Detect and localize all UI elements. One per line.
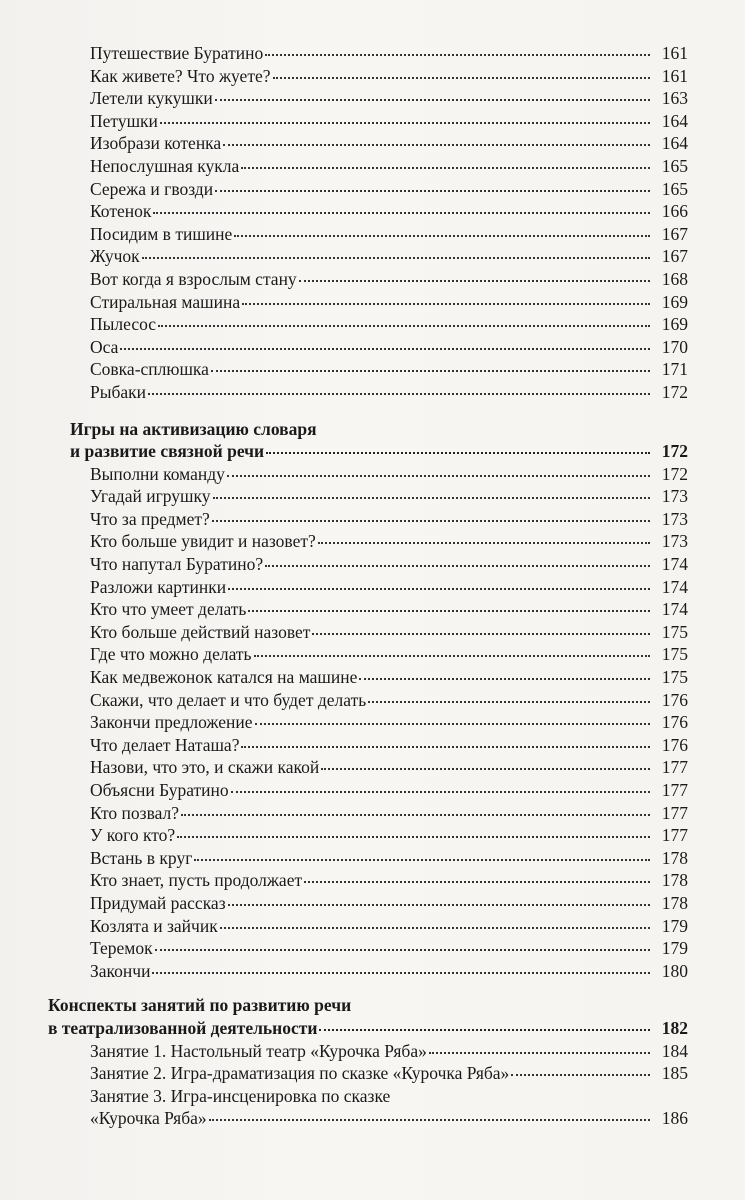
toc-entry-title: Как живете? Что жуете? — [90, 65, 271, 86]
section-heading-line: в театрализованной деятельности — [48, 1017, 318, 1038]
toc-entry-title: Объясни Буратино — [90, 780, 229, 800]
toc-entry-title: Что делает Наташа? — [90, 734, 240, 755]
toc-entry — [48, 42, 688, 65]
toc-entry-title: У кого кто? — [90, 825, 176, 846]
toc-entry-page: 174 — [661, 554, 688, 575]
toc-entry-title: «Курочка Ряба» — [90, 1108, 207, 1129]
toc-entry — [48, 915, 688, 938]
leader-dots — [359, 674, 650, 680]
leader-dots — [231, 787, 650, 793]
toc-entry-page: 178 — [661, 892, 688, 913]
leader-dots — [209, 1115, 650, 1121]
leader-dots — [299, 276, 650, 282]
leader-dots — [148, 389, 650, 395]
leader-dots — [234, 231, 650, 237]
toc-entry-title: Где что можно делать — [90, 644, 252, 665]
toc-entry — [48, 643, 688, 666]
toc-entry-page: 179 — [661, 938, 688, 959]
toc-group-2 — [48, 463, 688, 983]
leader-dots — [227, 471, 650, 477]
toc-entry-title: Разложи картинки — [90, 576, 227, 597]
leader-dots — [213, 493, 650, 499]
leader-dots — [160, 118, 650, 124]
toc-entry — [48, 734, 688, 757]
toc-entry — [48, 847, 688, 870]
toc-entry-title: Кто знает, пусть продолжает — [90, 870, 303, 891]
toc-entry-title: Придумай рассказ — [90, 892, 226, 913]
toc-entry — [48, 937, 688, 960]
toc-entry — [48, 155, 688, 178]
toc-entry — [48, 178, 688, 201]
leader-dots — [194, 855, 650, 861]
toc-entry — [48, 576, 688, 599]
toc-entry-page: 176 — [661, 712, 688, 733]
toc-entry-title: Совка-сплюшка — [90, 359, 209, 380]
leader-dots — [266, 448, 650, 454]
leader-dots — [158, 321, 650, 327]
section-heading-vocabulary — [48, 418, 688, 463]
toc-entry-page: 184 — [661, 1040, 688, 1061]
leader-dots — [319, 1025, 650, 1031]
toc-entry — [48, 508, 688, 531]
toc-entry-page: 172 — [661, 463, 688, 484]
leader-dots — [304, 877, 650, 883]
toc-entry-page: 177 — [661, 780, 688, 800]
toc-entry-page: 178 — [661, 847, 688, 868]
toc-entry — [48, 313, 688, 336]
toc-entry-page: 177 — [661, 757, 688, 778]
toc-entry — [48, 223, 688, 246]
toc-entry — [48, 1040, 688, 1063]
section-heading-line: и развитие связной речи — [70, 441, 265, 462]
leader-dots — [242, 299, 650, 305]
leader-dots — [215, 186, 650, 192]
toc-entry — [48, 802, 688, 825]
toc-entry-title: Назови, что это, и скажи какой — [90, 757, 320, 778]
toc-entry-title: Что напутал Буратино? — [90, 554, 264, 575]
leader-dots — [241, 742, 650, 748]
toc-entry — [48, 553, 688, 576]
toc-entry-title: Стиральная машина — [90, 291, 241, 312]
toc-entry-title: Пылесос — [90, 314, 157, 335]
toc-group-1 — [48, 42, 688, 404]
toc-group-3 — [48, 1040, 688, 1130]
toc-entry-page: 172 — [661, 381, 688, 402]
leader-dots — [368, 697, 650, 703]
toc-entry-page: 173 — [661, 486, 688, 507]
section-page: 182 — [661, 1017, 688, 1038]
leader-dots — [177, 832, 650, 838]
toc-entry-page: 166 — [661, 201, 688, 222]
leader-dots — [155, 945, 650, 951]
toc-entry-page: 180 — [661, 960, 688, 981]
toc-entry-page: 167 — [661, 246, 688, 267]
leader-dots — [120, 344, 650, 350]
table-of-contents — [48, 42, 688, 1130]
toc-entry-page: 170 — [661, 336, 688, 357]
toc-entry-title: Занятие 1. Настольный театр «Курочка Ряба» — [90, 1040, 427, 1061]
toc-entry-page: 173 — [661, 531, 688, 552]
toc-entry — [48, 291, 688, 314]
section-heading-line: Конспекты занятий по развитию речи — [48, 995, 352, 1016]
toc-entry-page: 185 — [661, 1063, 688, 1084]
toc-entry-title: Скажи, что делает и что будет делать — [90, 689, 367, 710]
toc-entry-page: 174 — [661, 599, 688, 620]
toc-entry-page: 175 — [661, 644, 688, 665]
toc-entry-title-line: Занятие 3. Игра-инсценировка по сказке — [90, 1085, 391, 1106]
toc-entry-page: 164 — [661, 133, 688, 154]
section-page: 172 — [661, 441, 688, 462]
toc-entry-page: 161 — [661, 65, 688, 86]
leader-dots — [429, 1048, 650, 1054]
toc-entry — [48, 666, 688, 689]
leader-dots — [318, 538, 650, 544]
leader-dots — [220, 923, 650, 929]
leader-dots — [265, 561, 650, 567]
toc-entry-page: 176 — [661, 734, 688, 755]
toc-entry — [48, 485, 688, 508]
toc-entry — [48, 132, 688, 155]
toc-entry-page: 175 — [661, 621, 688, 642]
toc-entry-title: Козлята и зайчик — [90, 915, 218, 936]
toc-entry-page: 173 — [661, 508, 688, 529]
leader-dots — [265, 50, 650, 56]
toc-entry — [48, 892, 688, 915]
toc-entry — [48, 1107, 688, 1130]
toc-entry-page: 161 — [661, 43, 688, 63]
toc-entry-title: Кто позвал? — [90, 802, 180, 823]
leader-dots — [273, 73, 650, 79]
toc-entry — [48, 824, 688, 847]
toc-entry-title: Сережа и гвозди — [90, 178, 214, 199]
toc-entry-title: Оса — [90, 336, 119, 357]
toc-entry — [48, 358, 688, 381]
leader-dots — [215, 95, 650, 101]
toc-entry — [48, 598, 688, 621]
leader-dots — [241, 163, 650, 169]
toc-entry-title: Изобрази котенка — [90, 133, 222, 154]
leader-dots — [255, 719, 650, 725]
toc-entry — [48, 245, 688, 268]
toc-entry — [48, 621, 688, 644]
leader-dots — [211, 366, 650, 372]
toc-entry-title: Угадай игрушку — [90, 486, 211, 507]
toc-entry-title: Встань в круг — [90, 847, 193, 868]
toc-entry — [48, 463, 688, 486]
toc-entry-title: Теремок — [90, 938, 153, 959]
toc-entry — [48, 711, 688, 734]
leader-dots — [228, 900, 650, 906]
toc-entry — [48, 779, 688, 802]
leader-dots — [181, 810, 650, 816]
toc-entry-page: 179 — [661, 915, 688, 936]
toc-entry — [48, 756, 688, 779]
section-heading-row — [70, 440, 688, 463]
toc-entry-title: Посидим в тишине — [90, 223, 233, 244]
toc-entry-title: Занятие 2. Игра-драматизация по сказке «Курочка Ряба» — [90, 1063, 510, 1084]
leader-dots — [321, 764, 650, 770]
toc-entry-page: 168 — [661, 268, 688, 289]
toc-entry-title: Кто что умеет делать — [90, 599, 247, 620]
toc-entry-title: Закончи предложение — [90, 712, 253, 733]
toc-entry-title: Закончи — [90, 960, 151, 981]
toc-entry-title: Летели кукушки — [90, 88, 213, 109]
toc-entry-page: 167 — [661, 223, 688, 244]
toc-entry-page: 175 — [661, 667, 688, 688]
leader-dots — [312, 629, 650, 635]
leader-dots — [152, 968, 650, 974]
toc-entry-title: Как медвежонок катался на машине — [90, 667, 358, 688]
toc-entry — [48, 200, 688, 223]
leader-dots — [511, 1070, 650, 1076]
toc-entry — [48, 336, 688, 359]
toc-entry-title: Выполни команду — [90, 463, 225, 484]
toc-entry-title: Что за предмет? — [90, 508, 210, 529]
leader-dots — [153, 208, 650, 214]
leader-dots — [223, 140, 650, 146]
toc-entry — [48, 869, 688, 892]
toc-entry-page: 164 — [661, 110, 688, 131]
toc-entry — [48, 1062, 688, 1085]
toc-entry-page: 176 — [661, 689, 688, 710]
toc-entry-title: Непослушная кукла — [90, 155, 240, 176]
toc-entry-page: 165 — [661, 178, 688, 199]
leader-dots — [254, 651, 650, 657]
toc-entry-title: Кто больше увидит и назовет? — [90, 531, 316, 552]
toc-entry — [48, 110, 688, 133]
toc-entry-page: 163 — [661, 88, 688, 109]
leader-dots — [248, 606, 650, 612]
section-heading-line: Игры на активизацию словаря — [70, 418, 317, 439]
section-heading-row — [48, 1017, 688, 1040]
toc-entry-page: 169 — [661, 314, 688, 335]
toc-entry-title: Путешествие Буратино — [90, 43, 264, 63]
toc-entry-title: Вот когда я взрослым стану — [90, 268, 297, 289]
leader-dots — [228, 584, 650, 590]
toc-entry — [48, 65, 688, 88]
toc-entry-page: 169 — [661, 291, 688, 312]
toc-entry — [48, 960, 688, 983]
toc-entry-page: 171 — [661, 359, 688, 380]
toc-entry — [48, 689, 688, 712]
leader-dots — [212, 516, 650, 522]
toc-entry-page: 177 — [661, 825, 688, 846]
toc-entry-page: 177 — [661, 802, 688, 823]
toc-entry-page: 186 — [661, 1108, 688, 1129]
toc-entry-title: Жучок — [90, 246, 140, 267]
toc-entry — [48, 268, 688, 291]
toc-entry — [48, 381, 688, 404]
toc-entry-page: 178 — [661, 870, 688, 891]
toc-entry-title: Рыбаки — [90, 381, 147, 402]
toc-entry-page: 174 — [661, 576, 688, 597]
leader-dots — [142, 253, 650, 259]
section-heading-lesson-plans — [48, 994, 688, 1039]
toc-entry — [48, 87, 688, 110]
toc-entry — [48, 530, 688, 553]
toc-entry-title: Котенок — [90, 201, 152, 222]
toc-entry-title: Кто больше действий назовет — [90, 621, 311, 642]
toc-entry-title: Петушки — [90, 110, 158, 131]
toc-entry-page: 165 — [661, 155, 688, 176]
